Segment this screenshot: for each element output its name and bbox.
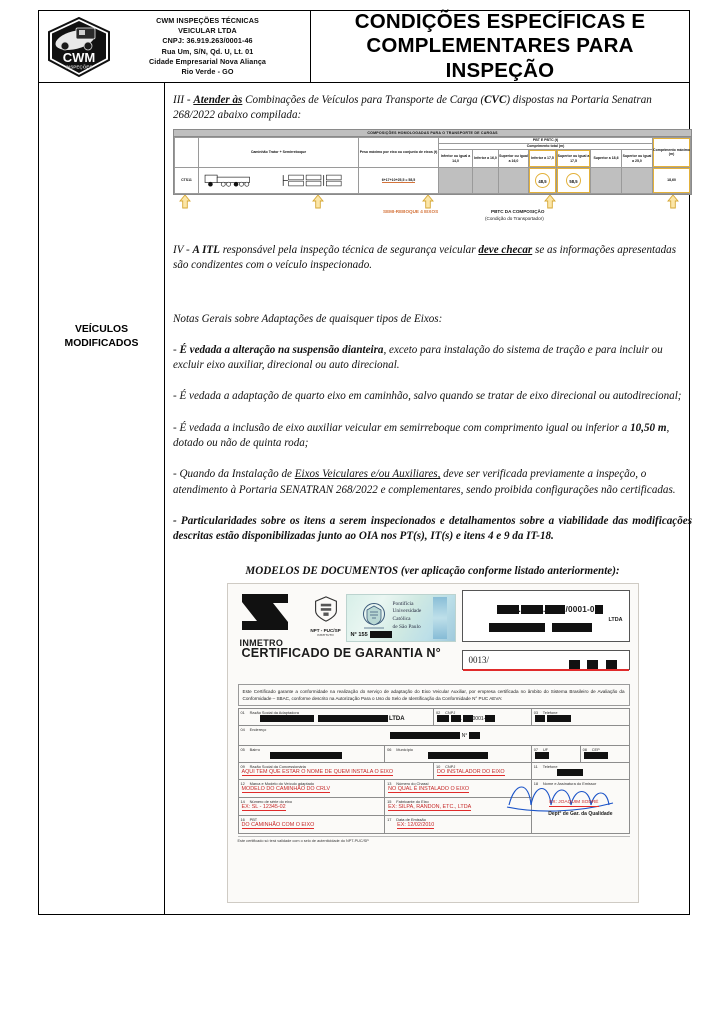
seal-line-3: de São Paulo <box>392 624 421 631</box>
field-label: CNPJ <box>445 763 456 769</box>
item-iii-cvc: CVC <box>484 94 507 106</box>
inmetro-label: INMETRO <box>239 637 284 648</box>
certificate-footer: Este certificado só terá validade com o selo de autenticidade do NPT-PUC/SP <box>238 836 630 843</box>
nota-3-text1: - É vedada a inclusão de eixo auxiliar veicular em semirreboque com comprimento igual ou inferior a <box>173 421 631 434</box>
field-label: Razão Social da Concessionária <box>249 763 306 769</box>
cvc-row-c1 <box>439 168 473 194</box>
certificate-intro-text: Este Certificado garante a conformidade na realização do serviço de adaptação do Eixo Veicular Auxiliar, por empresa certificada no âmbito do Sistema Brasileiro de Avaliação da Conformidade – SBAC, conforme descrito na Autorização Para o Uso do Selo de Identificação da Conformidade N° PUC AEVA: <box>238 684 630 706</box>
document-body <box>39 83 693 914</box>
field-15-value <box>385 804 531 811</box>
field-07-value <box>532 752 580 759</box>
cvc-sub-4: Superior ou igual a 17,5 <box>557 150 591 168</box>
item-iv-emphasis: deve checar <box>478 244 533 256</box>
cvc-row-c3 <box>499 168 529 194</box>
cvc-row-inf175-value: 48,5 <box>535 173 550 188</box>
annotation-semirreboque: SEMI-REBOQUE 4 EIXOS <box>383 209 439 214</box>
field-16 <box>238 815 385 833</box>
cvc-col-weight: Peso máximo por eixo ou conjunto de eixos (t) <box>359 137 439 167</box>
field-number: 02 <box>436 709 441 715</box>
certificate-title: CERTIFICADO DE GARANTIA N° <box>241 645 441 660</box>
hologram-strip <box>433 597 447 639</box>
field-label: Razão Social da Adaptadora <box>249 709 299 715</box>
item-iii-text2: ) dispostas na Portaria Senatran 268/2022 abaixo compilada: <box>173 94 652 122</box>
company-name-1: CWM INSPEÇÕES TÉCNICAS <box>156 15 259 25</box>
nota-4-text2: deve ser verificada previamente a inspeção, o atendimento à Portaria SENATRAN 268/2022 e complementares, sendo proibida configurações não certificadas. <box>173 468 676 496</box>
notas-heading: Notas Gerais sobre Adaptações de quaisquer tipos de Eixos: <box>173 312 443 325</box>
company-street: Rua Um, S/N, Qd. U, Lt. 01 <box>161 46 254 56</box>
field-06-value <box>385 752 531 759</box>
nota-4 <box>173 467 692 498</box>
company-city: Rio Verde - GO <box>181 66 234 76</box>
nota-4-text1: - Quando da Instalação de <box>173 468 295 481</box>
cvc-row-c7 <box>622 168 653 194</box>
field-value-text: EX: SILPA, RANDON, ETC., LTDA <box>388 803 472 810</box>
field-14-value <box>239 804 385 811</box>
ltda-text: LTDA <box>389 715 405 722</box>
redaction-bar <box>584 752 608 759</box>
seal-university-text <box>393 601 422 632</box>
field-label: Marca e Modelo do Veículo adaptado <box>249 780 315 786</box>
item-iii-prefix: III - <box>173 94 194 106</box>
field-number: 13 <box>387 780 392 786</box>
nota-3-text2: , dotado ou não de quinta roda; <box>173 421 670 450</box>
cnpj-box <box>462 590 630 642</box>
cvc-sub-0: Inferior ou igual a 14,0 <box>439 150 473 168</box>
signature-name <box>549 800 598 806</box>
category-label-line2: MODIFICADOS <box>64 338 139 350</box>
redaction-bar <box>489 623 545 632</box>
field-17-value <box>385 822 531 829</box>
redaction-bar <box>547 715 571 722</box>
cvc-group-pbt: PBT E PBTC (t) <box>439 137 653 143</box>
field-16-value <box>239 822 385 829</box>
seal-line-2: Católica <box>392 616 411 623</box>
puc-seal-icon <box>361 602 387 632</box>
header-title-cell <box>311 11 689 82</box>
field-label: CNPJ <box>445 709 456 715</box>
cvc-sub-3: Inferior a 17,5 <box>529 150 557 168</box>
field-18 <box>531 779 629 833</box>
field-number: 09 <box>240 763 245 769</box>
field-label: Fabricante do Eixo <box>396 798 429 804</box>
field-04-value: N° <box>239 732 629 739</box>
arrow-up-icon-2 <box>312 195 324 209</box>
field-number: 06 <box>387 746 392 752</box>
field-number: 07 <box>533 746 539 752</box>
seal-number-text: N° 155 <box>350 631 368 638</box>
inmetro-logo <box>240 592 296 648</box>
field-08-value <box>581 752 629 759</box>
redaction-bar <box>535 715 545 722</box>
field-09-value <box>239 769 434 776</box>
item-iii-paragraph <box>173 93 692 124</box>
field-15 <box>385 797 532 815</box>
cvc-col-vehicle: Caminhão Trator + Semirreboque <box>199 137 359 167</box>
field-label: Município <box>396 746 413 752</box>
holographic-seal <box>346 594 456 642</box>
page-title-line1: CONDIÇÕES ESPECÍFICAS E <box>354 9 646 33</box>
arrow-up-icon-1 <box>179 195 191 209</box>
field-07 <box>531 745 580 762</box>
field-05 <box>238 745 385 762</box>
item-iii-emphasis: Atender às <box>193 94 243 106</box>
page-title <box>319 10 681 84</box>
redaction-bar <box>545 605 565 614</box>
cvc-row-diagram <box>199 168 359 194</box>
header-logo-cell <box>39 11 311 82</box>
cvc-row-maxlen: 18,60 <box>653 168 691 194</box>
content-column <box>165 83 698 914</box>
cvc-row-weight <box>359 168 439 194</box>
field-number: 01 <box>240 709 245 715</box>
nota-1-rest: , exceto para instalação do sistema de tração e para incluir ou excluir eixo auxiliar, direcional ou auto direcional. <box>173 343 663 372</box>
cvc-row-c6 <box>591 168 622 194</box>
field-09 <box>238 762 434 779</box>
cvc-row-inf175 <box>529 168 557 194</box>
category-column <box>39 83 165 914</box>
field-number: 18 <box>533 780 539 786</box>
crest-icon <box>312 596 340 622</box>
field-number: 11 <box>533 763 538 769</box>
certificate-fields-table <box>238 708 630 834</box>
red-underline <box>463 669 629 670</box>
cvc-table-title: COMPOSIÇÕES HOMOLOGADAS PARA O TRANSPORTE DE CARGAS <box>174 130 691 137</box>
field-value-text: AQUI TEM QUE ESTAR O NOME DE QUEM INSTALA O EIXO <box>241 768 394 775</box>
arrow-up-icon-4 <box>544 195 556 209</box>
field-12-value <box>239 786 385 793</box>
certificate-document-image <box>227 583 639 903</box>
field-number: 05 <box>240 746 245 752</box>
redaction-bar <box>370 631 392 638</box>
field-value-text: NO QUAL É INSTALADO O EIXO <box>388 785 470 792</box>
table-row <box>238 725 629 745</box>
table-row <box>238 779 629 797</box>
certificate-number: 0013/ <box>468 654 490 665</box>
npt-puc-logo <box>306 596 346 637</box>
field-label: Endereço <box>249 726 267 732</box>
document-header <box>39 11 689 83</box>
company-cnpj: CNPJ: 36.919.263/0001-46 <box>162 36 253 46</box>
cnpj-line: . . /0001-0 <box>497 605 603 614</box>
field-number: 17 <box>387 816 392 822</box>
redaction-bar <box>485 715 495 722</box>
nota-5: - Particularidades sobre os itens a serem inspecionados e detalhamentos sobre a viabilidade das modificações descritas estão disponibilizadas junto ao OIA nos PT(s), IT(s) e itens 4 e 9 da IT-18. <box>173 514 693 543</box>
nota-4-underline: Eixos Veiculares e/ou Auxiliares, <box>294 468 441 481</box>
field-17 <box>385 815 532 833</box>
annotation-pbtc-line1: PBTC DA COMPOSIÇÃO <box>491 209 545 214</box>
axle-schematic-icon <box>283 175 341 186</box>
item-iv-bold: A ITL <box>192 244 220 256</box>
cvc-sub-5: Superior a 18,6 <box>591 150 622 168</box>
arrow-up-icon-3 <box>422 195 434 209</box>
cvc-sub-2: Superior ou igual a 16,0 <box>499 150 529 168</box>
field-value-text: MODELO DO CAMINHÃO DO CRLV <box>241 785 331 792</box>
field-value-text: EX: SL - 12345-02 <box>241 803 286 810</box>
cvc-blank-corner <box>175 137 199 167</box>
redaction-bar <box>437 715 449 722</box>
redaction-bar <box>521 605 543 614</box>
nota-1 <box>173 343 692 374</box>
redaction-bar <box>595 605 603 614</box>
field-number: 12 <box>240 780 245 786</box>
npt-label: NPT - PUC/SP <box>310 627 341 633</box>
truck-tractor-icon <box>205 175 249 186</box>
page-title-line2: COMPLEMENTARES PARA INSPEÇÃO <box>366 34 634 82</box>
certificate-header <box>228 584 638 680</box>
field-14 <box>238 797 385 815</box>
cvc-row-sup175-value: 58,5 <box>566 173 581 188</box>
field-01 <box>238 708 434 725</box>
category-label <box>39 323 164 351</box>
redaction-bar <box>606 660 617 669</box>
field-06 <box>385 745 532 762</box>
field-value-text: DO CAMINHÃO COM O EIXO <box>241 821 315 828</box>
field-value-text: EX: 12/02/2010 <box>397 821 435 828</box>
field-12 <box>238 779 385 797</box>
field-number: 08 <box>582 746 587 752</box>
category-label-line1: VEÍCULOS <box>74 324 129 335</box>
cvc-col-maxlen: Comprimento máximo (m) <box>653 137 691 167</box>
seal-line-1: Universidade <box>392 608 422 615</box>
redaction-bar <box>270 752 342 759</box>
cvc-row-sup175 <box>557 168 591 194</box>
item-iv-text2: se as informações apresentadas são condizentes com o veículo inspecionado. <box>173 244 677 272</box>
inmetro-n-icon <box>240 592 290 632</box>
field-label: Telefone <box>542 709 558 715</box>
nota-3-bold: 10,50 m <box>630 421 667 434</box>
item-iv-text1: responsável pela inspeção técnica de segurança veicular <box>219 244 479 256</box>
cvc-row-weight-value: 6+17+10+25,5 = 58,5 <box>381 177 416 182</box>
cvc-data-row <box>175 168 691 194</box>
field-05-value <box>239 752 385 759</box>
field-01-value <box>239 715 434 722</box>
redaction-bar <box>569 660 580 669</box>
seal-line-0: Pontifícia <box>392 600 414 607</box>
field-label: Número do Chassi <box>396 780 429 786</box>
arrow-up-icon-5 <box>667 195 679 209</box>
field-02 <box>434 708 532 725</box>
item-iv-paragraph <box>173 243 692 274</box>
annotation-pbtc-line2: (Condição do Transportador) <box>485 216 544 221</box>
modelos-heading: MODELOS DE DOCUMENTOS (ver aplicação conforme listado anteriormente): <box>245 564 620 577</box>
field-03-value <box>532 715 629 722</box>
document-frame <box>38 9 693 915</box>
table-row <box>238 745 629 762</box>
item-iv-prefix: IV - <box>173 244 193 256</box>
nota-3 <box>173 421 692 452</box>
cvc-table-grid <box>174 137 691 194</box>
certificate-number-box <box>462 650 630 670</box>
field-number: 15 <box>387 798 392 804</box>
svg-text:CWM: CWM <box>62 49 96 65</box>
cvc-group-length: Comprimento total (m) <box>439 143 653 149</box>
cvc-sub-1: Inferior a 16,0 <box>473 150 499 168</box>
company-district: Cidade Empresarial Nova Aliança <box>148 56 267 66</box>
field-02-value: 0001- <box>434 715 531 722</box>
nota-1-bold: É vedada a alteração na suspensão dianteira <box>179 343 384 356</box>
signature-name-text: EX: JOAQUIM SODRÉ <box>549 800 599 806</box>
field-label: Bairro <box>249 746 260 752</box>
table-row <box>238 708 629 725</box>
redaction-bar <box>318 715 388 722</box>
company-info <box>113 16 306 77</box>
redaction-bar <box>469 732 480 739</box>
seal-number <box>351 631 392 638</box>
cvc-row-code: CTS11 <box>175 168 199 194</box>
field-label: Nome e Assinatura do Emissor <box>542 780 597 786</box>
field-value-text: DO INSTALADOR DO EIXO <box>437 768 505 775</box>
field-number: 16 <box>240 816 245 822</box>
field-04 <box>238 725 629 745</box>
cnpj-suffix: /0001-0 <box>565 604 595 614</box>
redaction-bar <box>260 715 314 722</box>
company-name-2: VEICULAR LTDA <box>178 26 237 36</box>
signature-department: Dept° de Gar. da Qualidade <box>548 810 613 817</box>
redaction-bar <box>497 605 519 614</box>
field-label: Número de série do eixo <box>249 798 292 804</box>
field-08 <box>580 745 629 762</box>
redaction-bar <box>390 732 460 739</box>
field-label: Data de Emissão <box>396 816 426 822</box>
field-number: 03 <box>533 709 539 715</box>
cvc-row-c2 <box>473 168 499 194</box>
nota-2: - É vedada a adaptação de quarto eixo em caminhão, salvo quando se tratar de eixo direcional ou autodirecional; <box>173 390 682 403</box>
cwm-logo-icon <box>45 16 113 78</box>
npt-sub-label: INSTITUTO <box>317 632 334 637</box>
redaction-bar <box>451 715 461 722</box>
redaction-bar <box>587 660 598 669</box>
field-label: PBT <box>249 816 258 822</box>
item-iii-text: Combinações de Veículos para Transporte de Carga ( <box>242 94 485 106</box>
field-number: 10 <box>436 763 441 769</box>
field-label: Telefone <box>542 763 558 769</box>
redaction-bar <box>428 752 488 759</box>
field-03 <box>531 708 629 725</box>
nota-1-dash: - <box>173 343 180 356</box>
svg-text:INSPEÇÕES: INSPEÇÕES <box>65 64 93 69</box>
redaction-bar <box>552 623 592 632</box>
ltda-label: LTDA <box>608 616 623 623</box>
cvc-annotations <box>173 195 692 229</box>
cvc-sub-6: Superior ou igual a 25,0 <box>622 150 653 168</box>
redaction-bar <box>535 752 549 759</box>
field-label: CEP <box>591 746 600 752</box>
redaction-bar <box>463 715 473 722</box>
field-label: UF <box>542 746 549 752</box>
field-number: 04 <box>240 726 245 732</box>
cvc-table <box>173 129 692 195</box>
field-number: 14 <box>240 798 245 804</box>
